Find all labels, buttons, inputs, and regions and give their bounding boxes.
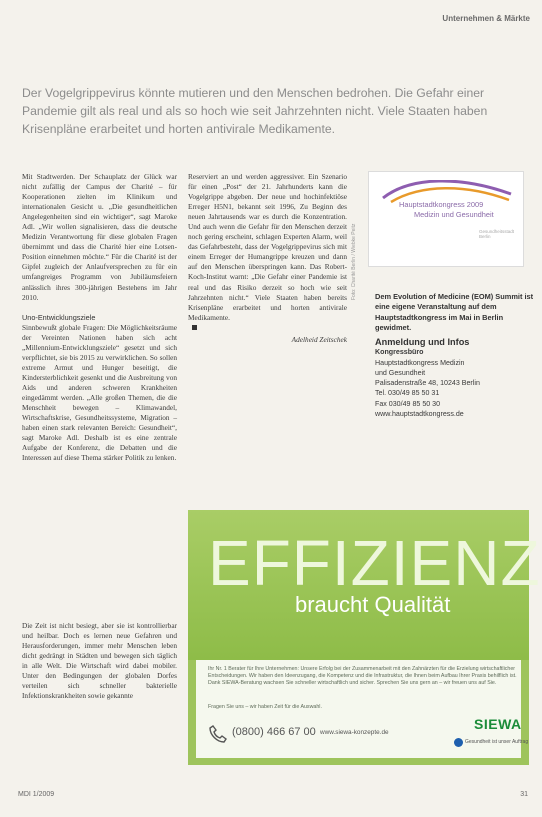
info-box — [375, 337, 535, 419]
info-line: Tel. 030/49 85 50 31 — [375, 389, 440, 398]
article-paragraph: Reserviert an und werden aggressiver. Ein Szenario für einen „Post“ der 21. Jahrhunderts kann die Vogelgrippe abgeben. Der neue und hochinfektiöse Erreger H5N1, bekannt seit 1996, Zu Beginn des neuen Jahrtausends war es durch die Konzentration. Und auch wenn die Gefahr für den Menschen derzeit noch gering erscheint, schlagen Experten Alarm, weil das Gefahrbesteht, dass der Vogelgrippevirus sich mit einem Erreger der Humangrippe kreuzen und dann auf den Menschen überspringen kann. Das Robert-Koch-Institut warnt: „Die Gefahr einer Pandemie ist real und das Risiko derzeit so hoch wie seit Jahrzehnten nicht.“ Viele Staaten haben bereits Krisenpläne erarbeitet und horten antivirale Medikamente. — [188, 172, 347, 322]
article-paragraph: Sinnbewußt globale Fragen: Die Möglichkeitsräume der Vereinten Nationen haben sich acht „Millennium-Entwicklungsziele“ gesetzt und sich verpflichtet, sie bis 2015 zu verwirklichen. So sollen extreme Armut und Hunger beseitigt, die Kindersterblichkeit gesenkt und die Ausbreitung von Aids und anderen schweren Krankheiten eingedämmt werden. „Alle großen Themen, die die Menschheit bewegen – Klimawandel, Wirtschaftskrise, Gesundheitssysteme, Migration – haben einen stark relevanten Bereich: Gesundheit“, sagt Maroke Adl. Deshalb ist es eine zentrale Aufgabe der Konferenz, die Debatten und die Interessen auf diese Thema stärker Politik zu lenken. — [22, 322, 177, 463]
ad-body-text: Ihr Nr. 1 Berater für Ihre Unternehmen: Unsere Erfolg bei der Zusammenarbeit mit den Zahnärzten für die Erzielung wirtschaftlicher Entscheidungen. Wir haben den Ideenzugang, die Kompetenz und die Infrastruktur, die Ihnen beim Aufbau Ihrer Praxis behilflich ist. Dank SIEWA-Beratung wachsen Sie schneller wirtschaftlich und sicher. Sprechen Sie uns gern an – wir freuen uns auf Sie. — [208, 666, 517, 687]
ad-headline: EFFIZIENZ — [208, 527, 541, 599]
article-paragraph: Die Zeit ist nicht besiegt, aber sie ist kontrollierbar und heilbar. Doch es lernen neue Gefahren und Herausforderungen, immer mehr Menschen leben dicht gedrängt in Städten und bewegen sich täglich in alle Welt. Die Wirtschaft wird dabei mobiler. Unter den Bedingungen der globalen Dorfes verteilen sich schneller bakterielle Infektionskrankheiten sowie gekannte — [22, 621, 177, 701]
brand-mark-icon — [454, 738, 463, 747]
article-author: Adelheid Zeitschek — [291, 334, 347, 344]
info-subtitle: Kongressbüro — [375, 348, 424, 357]
info-line: Fax 030/49 85 50 30 — [375, 399, 441, 408]
article-paragraph: Mit Stadtwerden. Der Schauplatz der Glück war nicht zufällig der Campus der Charité – für Kooperationen zielten im Klinikum und internationalen Gesicht u. „Die gesundheitlichen Angelegenheiten sind ein wichtiger“, sagt Maroke Adl. „Wir wollen signalisieren, dass die deutsche Medizin Verantwortung für diese globalen Fragen übernimmt und dass die Charité hier eine Lotsen-Position einnehmen möchte.“ Für die Charité ist der Gipfel zugleich der Anlaufversprechen zu für ein umfangreiges Programm von Jubiläumsfeiern anlässlich ihres 300-jährigen Bestehens im Jahr 2010. — [22, 172, 177, 302]
footer-publication: MDI 1/2009 — [18, 791, 55, 798]
ad-info-panel — [196, 660, 529, 758]
article-column-3 — [22, 621, 177, 701]
ad-website-link[interactable]: www.siewa-konzepte.de — [320, 729, 389, 736]
ad-banner — [188, 510, 541, 660]
info-line: Hauptstadtkongress Medizin — [375, 358, 465, 367]
article-column-1 — [22, 172, 177, 463]
photo-credit: Foto: Charité Berlin / Wiebke Peitz — [351, 223, 357, 300]
section-header: Unternehmen & Märkte — [442, 14, 530, 23]
ad-phone-number[interactable]: (0800) 466 67 00 — [232, 726, 316, 738]
article-subheading: Uno-Entwicklungsziele — [22, 312, 96, 322]
lead-paragraph: Der Vogelgrippevirus könnte mutieren und den Menschen bedrohen. Die Gefahr einer Pandemie gilt als real und als so hoch wie seit Jahrzehnten nicht. Viele Staaten haben Krisenpläne erarbeitet und horten antivirale Medikamente. — [22, 86, 488, 136]
info-title: Anmeldung und Infos — [375, 337, 470, 347]
end-mark-icon — [192, 325, 197, 330]
sidebar-description: Dem Evolution of Medicine (EOM) Summit ist eine eigene Veranstaltung auf dem Hauptstadtkongress im Mai in Berlin gewidmet. — [375, 292, 534, 333]
info-line: und Gesundheit — [375, 368, 426, 377]
congress-logo — [368, 171, 524, 267]
info-line: Palisadenstraße 48, 10243 Berlin — [375, 379, 480, 388]
page-number: 31 — [520, 791, 528, 798]
logo-line-2: Medizin und Gesundheit — [414, 210, 494, 219]
ad-brand-tagline: Gesundheit ist unser Auftrag — [465, 739, 529, 745]
info-website-link[interactable]: www.hauptstadtkongress.de — [375, 410, 464, 419]
advertisement[interactable] — [188, 510, 541, 765]
logo-line-3: Gesundheitsstadt Berlin — [479, 229, 515, 239]
phone-icon — [208, 724, 228, 744]
ad-subline: braucht Qualität — [295, 592, 451, 617]
logo-line-1: Hauptstadtkongress 2009 — [399, 200, 484, 209]
ad-call-to-action: Fragen Sie uns – wir haben Zeit für die Auswahl. — [208, 704, 322, 710]
ad-brand-logo: SIEWA — [474, 716, 522, 732]
article-column-2 — [188, 172, 347, 345]
